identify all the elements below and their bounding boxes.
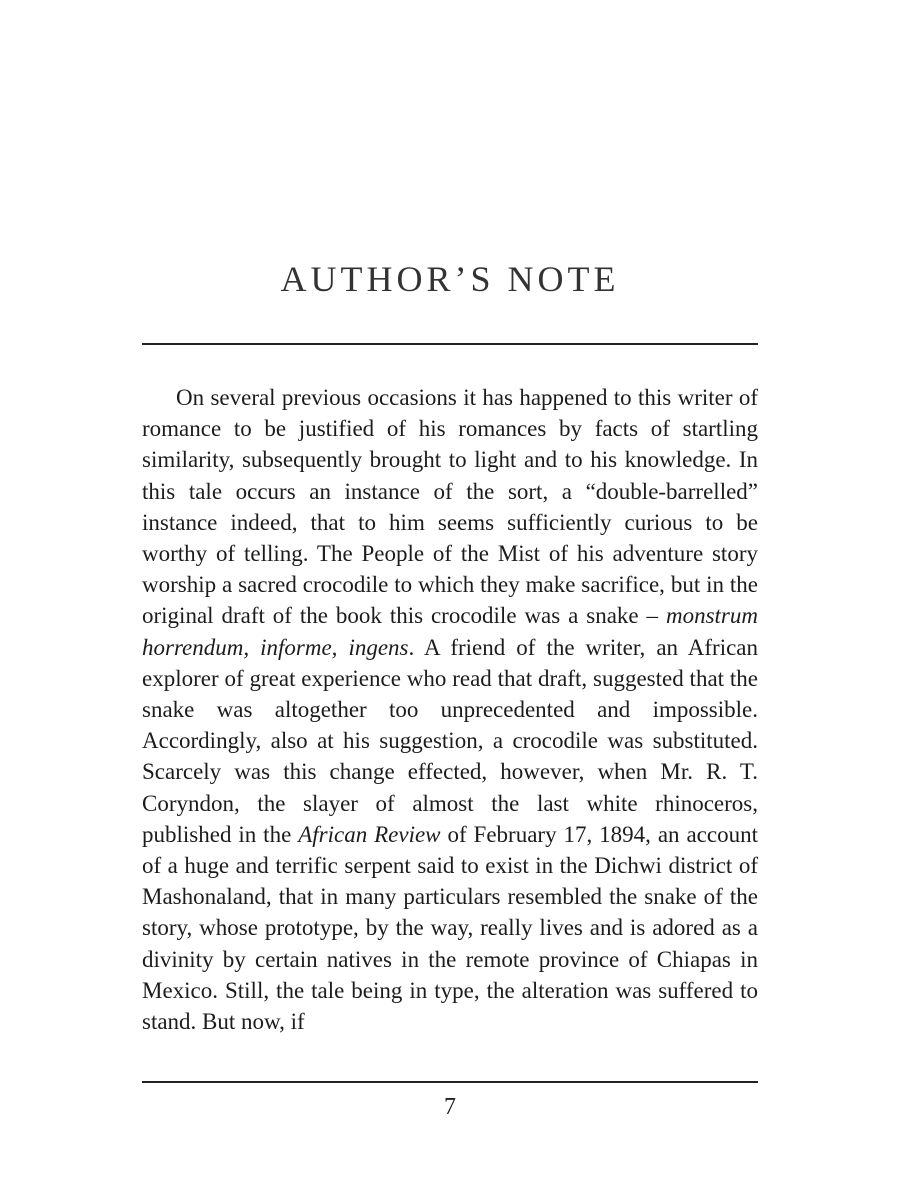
- publication-title: African Review: [298, 821, 441, 847]
- page-number: 7: [444, 1094, 456, 1120]
- top-divider: [142, 343, 758, 345]
- body-text-part-1: On several previous occasions it has happened to this writer of romance to be justified of his romances by facts of startling similarity, subsequently brought to light and to his knowledge. In this tale occurs an instance of the sort, a “double-barrelled” instance indeed, that to him seems sufficiently curious to be worthy of telling. The People of the Mist of his adventure story worship a sacred crocodile to which they make sacrifice, but in the original draft of the book this crocodile was a snake –: [142, 385, 758, 629]
- body-text-part-2: . A friend of the writer, an African explorer of great experience who read that draft, suggested that the snake was altogether too unprecedented and impossible. Accordingly, also at his suggestion, a crocodile was substituted. Scarcely was this change effected, however, when Mr. R. T. Coryndon, the slayer of almost the last white rhinoceros, published in the: [142, 634, 759, 847]
- body-paragraph: [142, 382, 758, 1037]
- body-text-part-3: of February 17, 1894, an account of a huge and terrific serpent said to exist in the Dichwi district of Mashonaland, that in many particulars resembled the snake of the story, whose prototype, by the way, really lives and is adored as a divinity by certain natives in the remote province of Chiapas in Mexico. Still, the tale being in type, the alteration was suffered to stand. But now, if: [142, 821, 758, 1035]
- page-title: AUTHOR’S NOTE: [280, 259, 620, 299]
- latin-phrase: monstrum horrendum, informe, ingens: [142, 603, 758, 660]
- bottom-divider: [142, 1081, 758, 1083]
